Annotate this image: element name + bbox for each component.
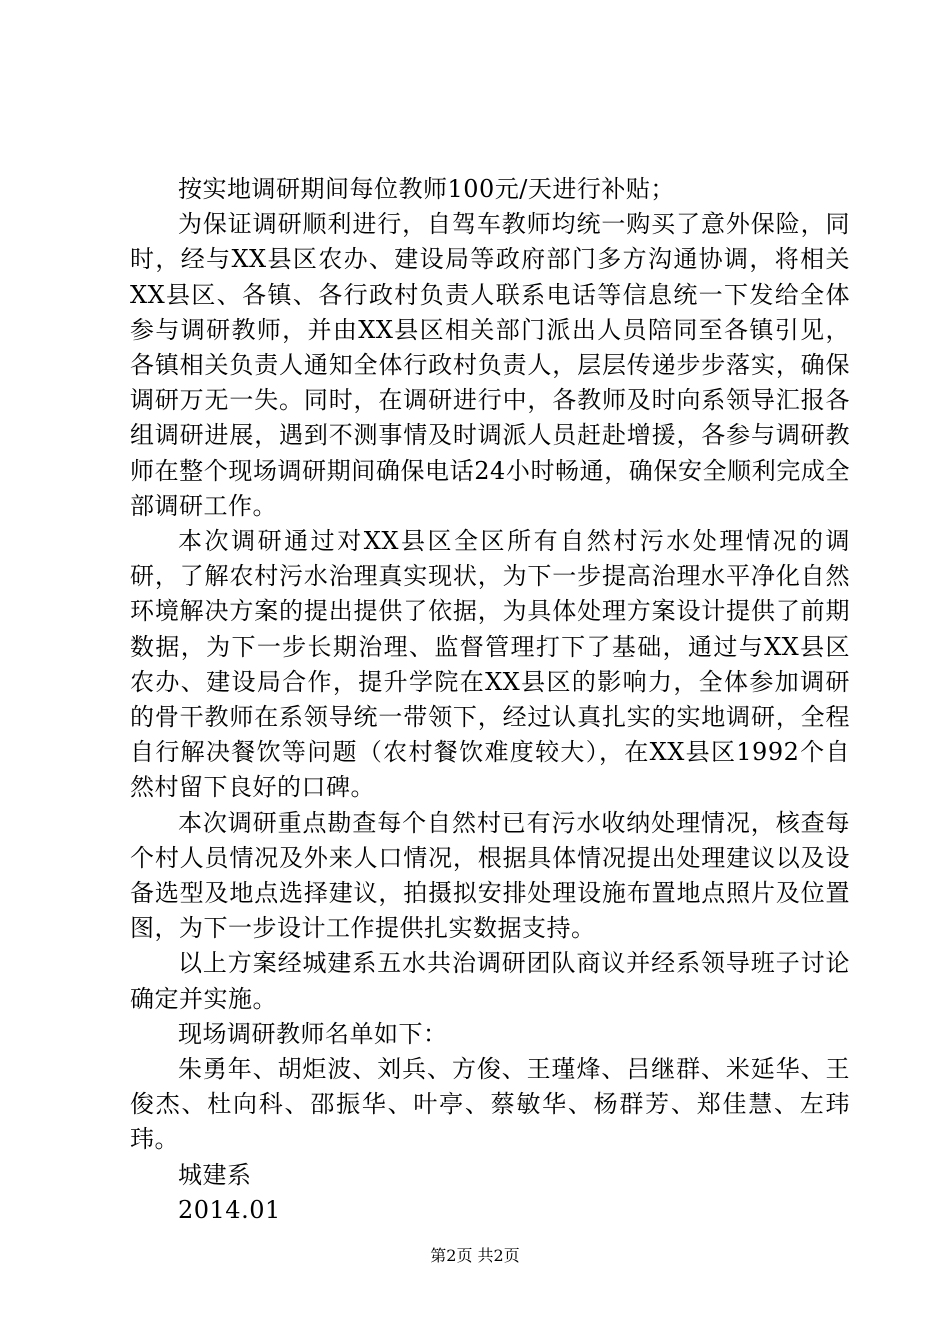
paragraph-safety: 为保证调研顺利进行，自驾车教师均统一购买了意外保险，同时，经与XX县区农办、建设局等政府部门多方沟通协调，将相关XX县区、各镇、各行政村负责人联系电话等信息统一下发给全体参与调研教师，并由XX县区相关部门派出人员陪同至各镇引见，各镇相关负责人通知全体行政村负责人，层层传递步步落实，确保调研万无一失。同时，在调研进行中，各教师及时向系领导汇报各组调研进展，遇到不测事情及时调派人员赶赴增援，各参与调研教师在整个现场调研期间确保电话24小时畅通，确保安全顺利完成全部调研工作。 <box>130 210 850 520</box>
document-body <box>130 172 850 1228</box>
page-footer <box>0 1246 950 1266</box>
signature-date: 2014.01 <box>178 1195 281 1224</box>
paragraph-list-intro: 现场调研教师名单如下： <box>178 1019 448 1048</box>
paragraph-teacher-names: 朱勇年、胡炬波、刘兵、方俊、王瑾烽、吕继群、米延华、王俊杰、杜向科、邵振华、叶亭、蔡敏华、杨群芳、郑佳慧、左玮玮。 <box>130 1055 850 1154</box>
paragraph-outcome: 本次调研通过对XX县区全区所有自然村污水处理情况的调研，了解农村污水治理真实现状，为下一步提高治理水平净化自然环境解决方案的提出提供了依据，为具体处理方案设计提供了前期数据，为下一步长期治理、监督管理打下了基础，通过与XX县区农办、建设局合作，提升学院在XX县区的影响力，全体参加调研的骨干教师在系领导统一带领下，经过认真扎实的实地调研，全程自行解决餐饮等问题（农村餐饮难度较大），在XX县区1992个自然村留下良好的口碑。 <box>130 527 850 802</box>
page-number: 第2页 共2页 <box>430 1246 520 1265</box>
signature-department: 城建系 <box>178 1160 252 1189</box>
paragraph-approval: 以上方案经城建系五水共治调研团队商议并经系领导班子讨论确定并实施。 <box>130 949 850 1013</box>
paragraph-subsidy: 按实地调研期间每位教师100元/天进行补贴； <box>178 175 675 203</box>
paragraph-focus: 本次调研重点勘查每个自然村已有污水收纳处理情况，核查每个村人员情况及外来人口情况，根据具体情况提出处理建议以及设备选型及地点选择建议，拍摄拟安排处理设施布置地点照片及位置图，为下一步设计工作提供扎实数据支持。 <box>130 808 850 943</box>
